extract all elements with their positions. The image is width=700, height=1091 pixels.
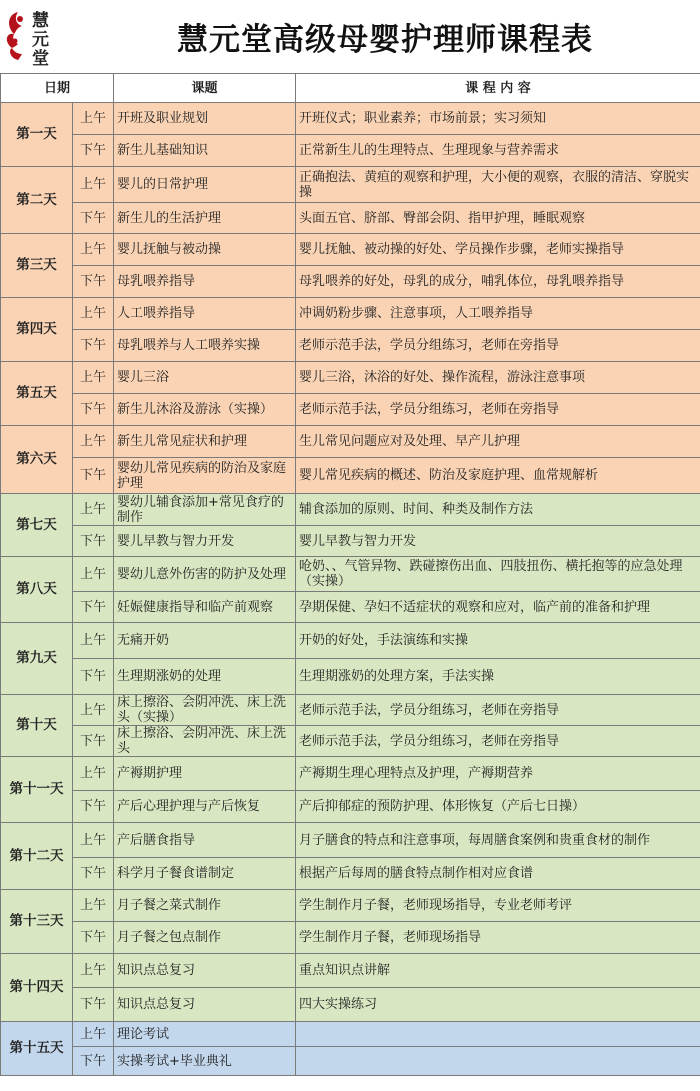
table-row: [1, 988, 700, 1022]
content-cell: 婴儿早教与智力开发: [296, 526, 700, 557]
day-label: 第七天: [1, 494, 73, 557]
period-label: 上午: [73, 103, 114, 135]
period-label: 上午: [73, 954, 114, 988]
period-label: 下午: [73, 592, 114, 623]
table-row: [1, 1047, 700, 1076]
table-row: [1, 1022, 700, 1047]
table-row: [1, 167, 700, 203]
topic-cell: 开班及职业规划: [114, 103, 296, 135]
table-row: [1, 266, 700, 298]
table-row: [1, 623, 700, 659]
content-cell: 生理期涨奶的处理方案，手法实操: [296, 659, 700, 695]
content-cell: 孕期保健、孕妇不适症状的观察和应对，临产前的准备和护理: [296, 592, 700, 623]
topic-cell: 床上擦浴、会阴冲洗、床上洗头（实操）: [114, 695, 296, 726]
day-label: 第三天: [1, 234, 73, 298]
topic-cell: 理论考试: [114, 1022, 296, 1047]
topic-cell: 婴儿早教与智力开发: [114, 526, 296, 557]
topic-cell: 婴幼儿意外伤害的防护及处理: [114, 557, 296, 592]
topic-cell: 婴幼儿常见疾病的防治及家庭护理: [114, 458, 296, 494]
period-label: 下午: [73, 526, 114, 557]
content-cell: 正常新生儿的生理特点、生理现象与营养需求: [296, 135, 700, 167]
schedule-body: [1, 103, 700, 1076]
day-label: 第一天: [1, 103, 73, 167]
period-label: 下午: [73, 135, 114, 167]
period-label: 下午: [73, 922, 114, 954]
topic-cell: 实操考试+毕业典礼: [114, 1047, 296, 1076]
logo-char-2: 元: [32, 30, 49, 50]
content-cell: [296, 1022, 700, 1047]
period-label: 下午: [73, 330, 114, 362]
table-row: [1, 726, 700, 757]
content-cell: 辅食添加的原则、时间、种类及制作方法: [296, 494, 700, 526]
table-row: [1, 135, 700, 167]
topic-cell: 产褥期护理: [114, 757, 296, 791]
topic-cell: 新生儿的生活护理: [114, 203, 296, 234]
content-cell: 学生制作月子餐，老师现场指导，专业老师考评: [296, 890, 700, 922]
period-label: 上午: [73, 757, 114, 791]
topic-cell: 知识点总复习: [114, 988, 296, 1022]
period-label: 上午: [73, 426, 114, 458]
period-label: 上午: [73, 298, 114, 330]
content-cell: 产后抑郁症的预防护理、体形恢复（产后七日操）: [296, 791, 700, 823]
day-label: 第十五天: [1, 1022, 73, 1076]
table-row: [1, 791, 700, 823]
table-header-row: [1, 74, 700, 103]
table-row: [1, 234, 700, 266]
topic-cell: 新生儿常见症状和护理: [114, 426, 296, 458]
period-label: 下午: [73, 203, 114, 234]
logo-char-3: 堂: [32, 49, 49, 68]
content-cell: 老师示范手法，学员分组练习，老师在旁指导: [296, 726, 700, 757]
period-label: 上午: [73, 823, 114, 858]
topic-cell: 婴儿抚触与被动操: [114, 234, 296, 266]
period-label: 上午: [73, 494, 114, 526]
content-cell: 母乳喂养的好处，母乳的成分，哺乳体位，母乳喂养指导: [296, 266, 700, 298]
table-row: [1, 823, 700, 858]
course-schedule-table: [0, 73, 700, 1076]
topic-cell: 妊娠健康指导和临产前观察: [114, 592, 296, 623]
topic-cell: 知识点总复习: [114, 954, 296, 988]
table-row: [1, 494, 700, 526]
logo-seal: [4, 4, 64, 68]
period-label: 下午: [73, 659, 114, 695]
content-cell: 老师示范手法，学员分组练习，老师在旁指导: [296, 394, 700, 426]
day-label: 第十天: [1, 695, 73, 757]
period-label: 下午: [73, 726, 114, 757]
table-row: [1, 592, 700, 623]
topic-cell: 母乳喂养指导: [114, 266, 296, 298]
table-row: [1, 954, 700, 988]
content-cell: 老师示范手法，学员分组练习，老师在旁指导: [296, 695, 700, 726]
table-row: [1, 757, 700, 791]
day-label: 第六天: [1, 426, 73, 494]
table-row: [1, 526, 700, 557]
day-label: 第九天: [1, 623, 73, 695]
content-cell: 婴儿三浴，沐浴的好处、操作流程，游泳注意事项: [296, 362, 700, 394]
content-cell: 头面五官、脐部、臀部会阴、指甲护理，睡眠观察: [296, 203, 700, 234]
topic-cell: 无痛开奶: [114, 623, 296, 659]
period-label: 上午: [73, 623, 114, 659]
period-label: 下午: [73, 458, 114, 494]
content-cell: 婴儿抚触、被动操的好处、学员操作步骤，老师实操指导: [296, 234, 700, 266]
period-label: 上午: [73, 1022, 114, 1047]
table-row: [1, 330, 700, 362]
topic-cell: 月子餐之包点制作: [114, 922, 296, 954]
content-cell: 开奶的好处，手法演练和实操: [296, 623, 700, 659]
period-label: 上午: [73, 695, 114, 726]
table-row: [1, 659, 700, 695]
period-label: 下午: [73, 266, 114, 298]
header-date: 日期: [1, 74, 114, 103]
content-cell: 呛奶、、气管异物、跌碰擦伤出血、四肢扭伤、横托抱等的应急处理（实操）: [296, 557, 700, 592]
topic-cell: 母乳喂养与人工喂养实操: [114, 330, 296, 362]
table-row: [1, 695, 700, 726]
content-cell: 重点知识点讲解: [296, 954, 700, 988]
topic-cell: 婴幼儿辅食添加+常见食疗的制作: [114, 494, 296, 526]
table-row: [1, 103, 700, 135]
topic-cell: 生理期涨奶的处理: [114, 659, 296, 695]
topic-cell: 新生儿基础知识: [114, 135, 296, 167]
period-label: 上午: [73, 167, 114, 203]
header-topic: 课题: [114, 74, 296, 103]
period-label: 上午: [73, 890, 114, 922]
day-label: 第十二天: [1, 823, 73, 890]
table-row: [1, 922, 700, 954]
table-row: [1, 362, 700, 394]
table-row: [1, 426, 700, 458]
table-row: [1, 890, 700, 922]
topic-cell: 月子餐之菜式制作: [114, 890, 296, 922]
period-label: 下午: [73, 858, 114, 890]
page-title: 慧元堂高级母婴护理师课程表: [177, 22, 593, 58]
day-label: 第十三天: [1, 890, 73, 954]
content-cell: 老师示范手法，学员分组练习，老师在旁指导: [296, 330, 700, 362]
topic-cell: 科学月子餐食谱制定: [114, 858, 296, 890]
day-label: 第二天: [1, 167, 73, 234]
page-header: [0, 0, 700, 73]
content-cell: 开班仪式；职业素养；市场前景；实习须知: [296, 103, 700, 135]
period-label: 上午: [73, 362, 114, 394]
period-label: 下午: [73, 988, 114, 1022]
day-label: 第十一天: [1, 757, 73, 823]
content-cell: 冲调奶粉步骤、注意事项，人工喂养指导: [296, 298, 700, 330]
logo-char-1: 慧: [32, 11, 49, 31]
period-label: 上午: [73, 234, 114, 266]
table-row: [1, 458, 700, 494]
period-label: 上午: [73, 557, 114, 592]
topic-cell: 婴儿三浴: [114, 362, 296, 394]
day-label: 第十四天: [1, 954, 73, 1022]
content-cell: 月子膳食的特点和注意事项，每周膳食案例和贵重食材的制作: [296, 823, 700, 858]
period-label: 下午: [73, 791, 114, 823]
table-row: [1, 298, 700, 330]
day-label: 第八天: [1, 557, 73, 623]
content-cell: 学生制作月子餐，老师现场指导: [296, 922, 700, 954]
content-cell: 四大实操练习: [296, 988, 700, 1022]
day-label: 第四天: [1, 298, 73, 362]
table-row: [1, 858, 700, 890]
topic-cell: 人工喂养指导: [114, 298, 296, 330]
content-cell: 婴儿常见疾病的概述、防治及家庭护理、血常规解析: [296, 458, 700, 494]
content-cell: 正确抱法、黄疸的观察和护理，大小便的观察，衣服的清洁、穿脱实操: [296, 167, 700, 203]
topic-cell: 产后心理护理与产后恢复: [114, 791, 296, 823]
table-row: [1, 203, 700, 234]
content-cell: 产褥期生理心理特点及护理，产褥期营养: [296, 757, 700, 791]
header-content: 课 程 内 容: [296, 74, 700, 103]
content-cell: 生儿常见问题应对及处理、早产儿护理: [296, 426, 700, 458]
day-label: 第五天: [1, 362, 73, 426]
content-cell: [296, 1047, 700, 1076]
topic-cell: 新生儿沐浴及游泳（实操）: [114, 394, 296, 426]
period-label: 下午: [73, 1047, 114, 1076]
content-cell: 根据产后每周的膳食特点制作相对应食谱: [296, 858, 700, 890]
table-row: [1, 394, 700, 426]
period-label: 下午: [73, 394, 114, 426]
topic-cell: 产后膳食指导: [114, 823, 296, 858]
table-row: [1, 557, 700, 592]
topic-cell: 婴儿的日常护理: [114, 167, 296, 203]
topic-cell: 床上擦浴、会阴冲洗、床上洗头: [114, 726, 296, 757]
